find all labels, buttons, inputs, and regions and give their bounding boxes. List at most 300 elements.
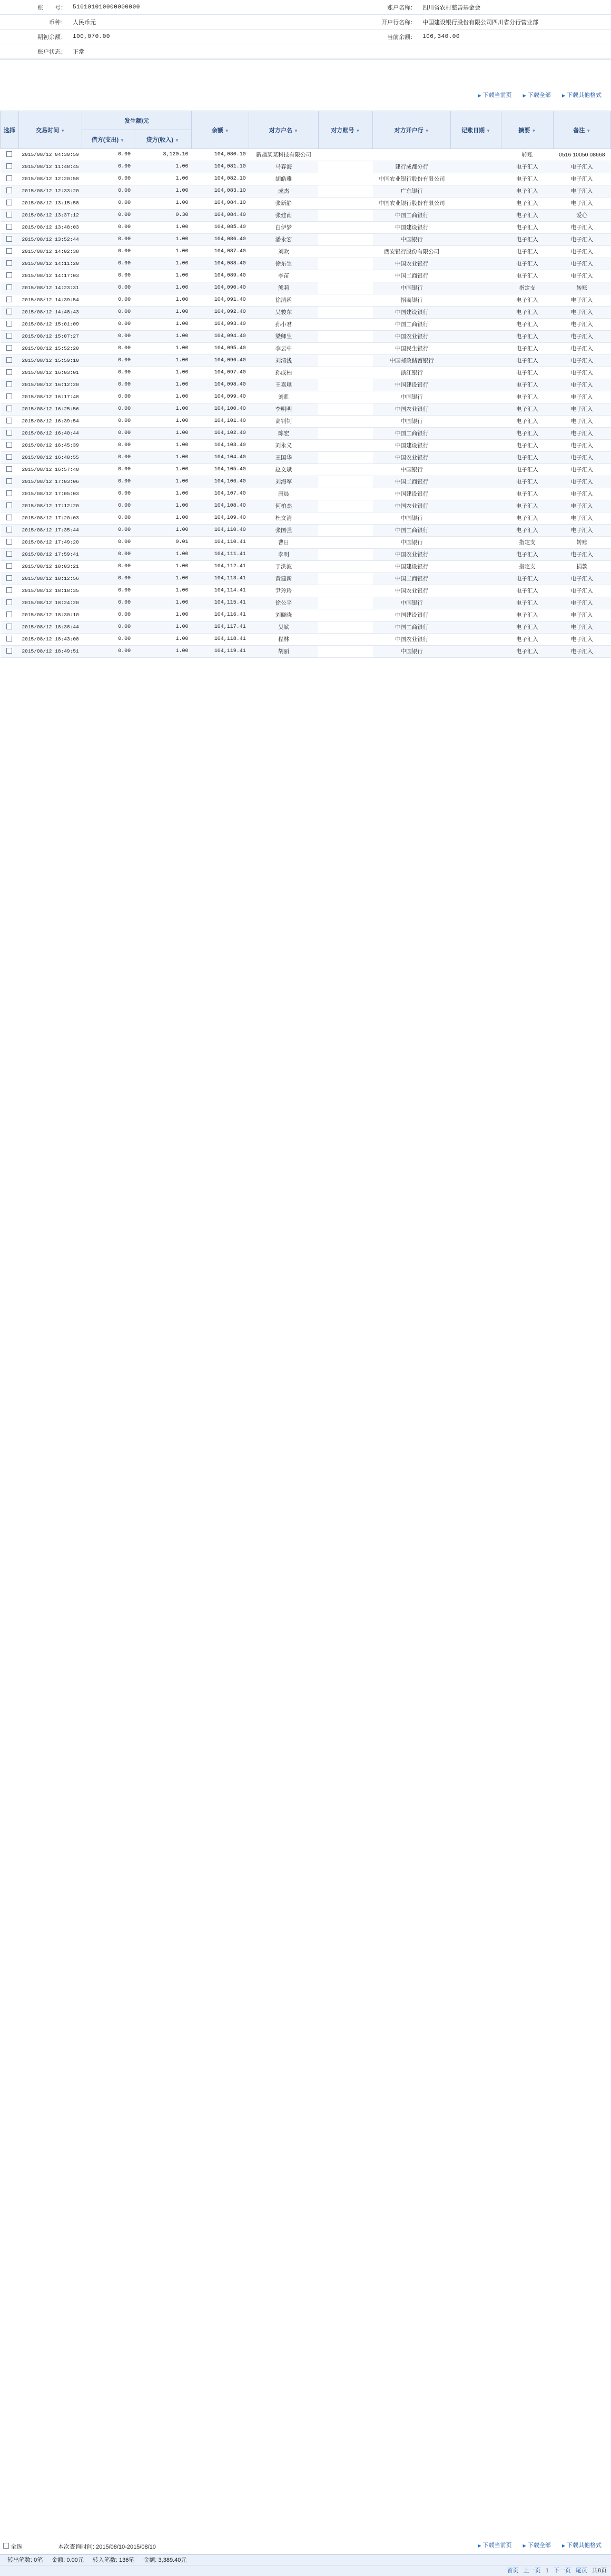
cell-select[interactable] [1,234,19,246]
cell-post-date [450,537,501,549]
col-remark[interactable]: 备注 ▼ [553,111,610,149]
cell-peer-name: 曹日 [249,537,318,549]
download-all-link-bottom[interactable]: ▶ 下载全部 [523,2539,551,2553]
col-peer-name[interactable]: 对方户名 ▼ [249,111,318,149]
bank-name: 中国建设银行股份有限公司四川省分行营业部 [419,15,611,29]
cell-debit: 0.00 [82,367,134,379]
sort-icon: ▼ [356,128,360,133]
cell-credit: 1.00 [134,161,191,173]
cell-peer-name: 李云中 [249,343,318,355]
cell-select[interactable] [1,549,19,561]
cell-peer-account [318,537,373,549]
cell-select[interactable] [1,343,19,355]
account-no: 510101010000000000 [70,0,323,15]
cell-post-date [450,634,501,646]
cell-peer-bank: 中国银行 [373,282,451,294]
row-checkbox[interactable] [6,272,12,278]
table-row [1,319,611,331]
cell-remark: 电子汇入 [553,270,610,282]
cell-balance: 104,113.41 [191,573,249,585]
cell-select[interactable] [1,561,19,573]
cell-summary: 电子汇入 [501,573,553,585]
cell-peer-bank: 中国建设银行 [373,561,451,573]
summary-bar [0,2554,611,2565]
cell-post-date [450,428,501,440]
cell-post-date [450,331,501,343]
cell-peer-account [318,161,373,173]
col-post-date[interactable]: 记账日期 ▼ [450,111,501,149]
cell-summary: 电子汇入 [501,222,553,234]
cell-peer-name: 刘清浅 [249,355,318,367]
cur-balance-label: 当前余额： [323,29,419,44]
cell-credit: 1.00 [134,585,191,597]
cell-time: 2015/08/12 14:17:03 [18,270,82,282]
cell-debit: 0.00 [82,185,134,198]
cell-select[interactable] [1,294,19,307]
row-checkbox[interactable] [6,418,12,423]
cell-summary: 电子汇入 [501,609,553,621]
cell-select[interactable] [1,573,19,585]
cell-debit: 0.00 [82,537,134,549]
cell-select[interactable] [1,258,19,270]
row-checkbox[interactable] [6,442,12,448]
cell-post-date [450,440,501,452]
cell-select[interactable] [1,161,19,173]
cell-remark: 转账 [553,537,610,549]
cell-credit: 1.00 [134,294,191,307]
cell-debit: 0.00 [82,161,134,173]
cell-select[interactable] [1,222,19,234]
table-row [1,416,611,428]
cell-debit: 0.00 [82,319,134,331]
cell-summary: 电子汇入 [501,307,553,319]
cell-remark: 电子汇入 [553,355,610,367]
cell-peer-account [318,234,373,246]
download-page-link[interactable]: ▶ 下载当前页 [478,88,511,103]
cell-balance: 104,105.40 [191,464,249,476]
cell-balance: 104,109.40 [191,512,249,525]
cell-summary: 电子汇入 [501,646,553,658]
cell-balance: 104,112.41 [191,561,249,573]
cell-select[interactable] [1,379,19,391]
row-checkbox[interactable] [6,151,12,157]
cell-time: 2015/08/12 15:59:10 [18,355,82,367]
cell-post-date [450,573,501,585]
row-checkbox[interactable] [6,454,12,460]
cell-summary: 电子汇入 [501,597,553,609]
col-debit[interactable]: 借方(支出) ▼ [82,130,134,149]
cell-debit: 0.00 [82,428,134,440]
cell-time: 2015/08/12 13:48:03 [18,222,82,234]
cell-select[interactable] [1,270,19,282]
cell-select[interactable] [1,319,19,331]
cell-peer-account [318,258,373,270]
cell-summary: 电子汇入 [501,234,553,246]
cell-peer-bank: 中国银行 [373,391,451,403]
cell-select[interactable] [1,597,19,609]
row-checkbox[interactable] [6,357,12,363]
cell-credit: 1.00 [134,488,191,500]
cell-time: 2015/08/12 17:03:06 [18,476,82,488]
cell-select[interactable] [1,149,19,161]
download-all-link[interactable]: ▶ 下载全部 [523,88,551,103]
cell-peer-name: 高钊钊 [249,416,318,428]
cell-balance: 104,082.10 [191,173,249,185]
cell-post-date [450,391,501,403]
cell-remark: 电子汇入 [553,391,610,403]
cell-time: 2015/08/12 18:38:44 [18,621,82,634]
row-checkbox[interactable] [6,551,12,557]
prev-balance: 100,070.00 [70,29,323,44]
cell-summary: 电子汇入 [501,367,553,379]
cell-select[interactable] [1,646,19,658]
table-row [1,198,611,210]
row-checkbox[interactable] [6,430,12,436]
row-checkbox[interactable] [6,406,12,411]
cell-select[interactable] [1,307,19,319]
cell-post-date [450,355,501,367]
table-row [1,307,611,319]
row-checkbox[interactable] [6,478,12,484]
row-checkbox[interactable] [6,248,12,254]
row-checkbox[interactable] [6,515,12,520]
cell-select[interactable] [1,488,19,500]
cell-remark: 电子汇入 [553,403,610,416]
row-checkbox[interactable] [6,187,12,193]
sort-icon: ▼ [120,137,125,143]
cell-post-date [450,343,501,355]
cell-select[interactable] [1,634,19,646]
cell-credit: 1.00 [134,549,191,561]
download-format-link[interactable]: ▶ 下载其他格式 [562,88,602,103]
last-page-link[interactable]: 尾页 [575,2568,587,2574]
cell-post-date [450,452,501,464]
cell-debit: 0.00 [82,234,134,246]
row-checkbox[interactable] [6,200,12,205]
cell-peer-account [318,331,373,343]
cell-select[interactable] [1,198,19,210]
row-checkbox[interactable] [6,636,12,641]
cell-peer-bank: 中国农业银行股份有限公司 [373,198,451,210]
row-checkbox[interactable] [6,345,12,351]
cell-peer-bank: 中国邮政储蓄银行 [373,355,451,367]
cell-debit: 0.00 [82,573,134,585]
cell-time: 2015/08/12 17:05:03 [18,488,82,500]
cell-select[interactable] [1,331,19,343]
row-checkbox[interactable] [6,527,12,532]
cell-balance: 104,116.41 [191,609,249,621]
next-page-link[interactable]: 下一页 [553,2568,571,2574]
row-checkbox[interactable] [6,163,12,169]
cell-peer-bank: 中国银行 [373,464,451,476]
prev-page-link[interactable]: 上一页 [523,2568,541,2574]
cell-select[interactable] [1,476,19,488]
cell-credit: 1.00 [134,282,191,294]
cell-peer-name: 胡皓雅 [249,173,318,185]
bottom-action-bar [0,2539,611,2552]
cell-select[interactable] [1,500,19,512]
cell-summary: 电子汇入 [501,488,553,500]
sort-icon: ▼ [175,137,179,143]
cell-peer-name: 杜文清 [249,512,318,525]
row-checkbox[interactable] [6,321,12,327]
cell-time: 2015/08/12 16:48:55 [18,452,82,464]
cell-balance: 104,084.40 [191,210,249,222]
row-checkbox[interactable] [6,224,12,230]
cell-time: 2015/08/12 18:49:51 [18,646,82,658]
cell-credit: 1.00 [134,634,191,646]
cell-time: 2015/08/12 16:39:54 [18,416,82,428]
row-checkbox[interactable] [6,490,12,496]
cell-summary: 电子汇入 [501,331,553,343]
cell-remark: 电子汇入 [553,246,610,258]
cell-credit: 1.00 [134,379,191,391]
row-checkbox[interactable] [6,381,12,387]
cell-select[interactable] [1,537,19,549]
cell-peer-account [318,621,373,634]
cell-time: 2015/08/12 13:37:12 [18,210,82,222]
cell-peer-name: 王嘉琪 [249,379,318,391]
cell-time: 2015/08/12 13:52:44 [18,234,82,246]
cell-peer-bank: 中国银行 [373,416,451,428]
download-format-link-bottom[interactable]: ▶ 下载其他格式 [562,2539,602,2553]
cell-post-date [450,294,501,307]
cell-peer-account [318,270,373,282]
cell-summary: 电子汇入 [501,428,553,440]
table-row [1,452,611,464]
cell-peer-bank: 建行成都分行 [373,161,451,173]
row-checkbox[interactable] [6,587,12,593]
cell-debit: 0.00 [82,270,134,282]
cell-balance: 104,104.40 [191,452,249,464]
row-checkbox[interactable] [6,539,12,545]
row-checkbox[interactable] [6,260,12,266]
sort-icon: ▼ [425,128,429,133]
cell-select[interactable] [1,246,19,258]
cell-time: 2015/08/12 17:12:20 [18,500,82,512]
cell-debit: 0.00 [82,549,134,561]
cell-remark: 电子汇入 [553,185,610,198]
cell-balance: 104,106.40 [191,476,249,488]
cell-select[interactable] [1,621,19,634]
cell-time: 2015/08/12 16:03:01 [18,367,82,379]
cell-select[interactable] [1,210,19,222]
row-checkbox[interactable] [6,393,12,399]
cell-peer-account [318,246,373,258]
row-checkbox[interactable] [6,611,12,617]
cell-balance: 104,100.40 [191,403,249,416]
cell-summary: 电子汇入 [501,319,553,331]
col-summary[interactable]: 摘要 ▼ [501,111,553,149]
cell-peer-bank: 中国农业银行 [373,452,451,464]
cell-peer-name: 潘永宏 [249,234,318,246]
cell-select[interactable] [1,452,19,464]
cell-credit: 1.00 [134,573,191,585]
cell-peer-account [318,573,373,585]
cell-balance: 104,086.40 [191,234,249,246]
cell-summary: 电子汇入 [501,476,553,488]
cell-balance: 104,081.10 [191,161,249,173]
cell-summary: 电子汇入 [501,161,553,173]
cell-post-date [450,173,501,185]
cell-peer-name: 张新静 [249,198,318,210]
col-credit[interactable]: 贷方(收入) ▼ [134,130,191,149]
row-checkbox[interactable] [6,212,12,218]
cell-debit: 0.00 [82,210,134,222]
cell-debit: 0.00 [82,391,134,403]
cell-debit: 0.00 [82,355,134,367]
table-row [1,500,611,512]
row-checkbox[interactable] [6,502,12,508]
cell-balance: 104,088.40 [191,258,249,270]
table-row [1,282,611,294]
currency: 人民币元 [70,15,323,29]
cell-select[interactable] [1,391,19,403]
cell-debit: 0.00 [82,343,134,355]
col-peer-account[interactable]: 对方账号 ▼ [318,111,373,149]
cell-peer-bank: 中国工商银行 [373,621,451,634]
debit-total: 金额: 0.00元 [52,2557,84,2563]
cell-select[interactable] [1,185,19,198]
cell-select[interactable] [1,173,19,185]
row-checkbox[interactable] [6,175,12,181]
table-row [1,331,611,343]
download-page-link-bottom[interactable]: ▶ 下载当前页 [478,2539,511,2553]
cell-remark: 电子汇入 [553,440,610,452]
sort-icon: ▼ [224,128,229,133]
cell-select[interactable] [1,440,19,452]
cell-peer-account [318,525,373,537]
row-checkbox[interactable] [6,563,12,569]
cell-select[interactable] [1,355,19,367]
cell-post-date [450,500,501,512]
row-checkbox[interactable] [6,624,12,629]
cell-balance: 104,114.41 [191,585,249,597]
table-row [1,234,611,246]
cell-select[interactable] [1,585,19,597]
cell-summary: 电子汇入 [501,355,553,367]
cell-peer-name: 徐清函 [249,294,318,307]
cell-credit: 1.00 [134,355,191,367]
cell-post-date [450,561,501,573]
cell-select[interactable] [1,282,19,294]
cell-summary: 电子汇入 [501,258,553,270]
cell-credit: 1.00 [134,367,191,379]
row-checkbox[interactable] [6,236,12,242]
cell-peer-account [318,173,373,185]
cell-credit: 1.00 [134,270,191,282]
col-balance[interactable]: 余额 ▼ [191,111,249,149]
col-select: 选择 [1,111,19,149]
cell-post-date [450,403,501,416]
cell-summary: 电子汇入 [501,621,553,634]
cell-remark: 电子汇入 [553,476,610,488]
cell-credit: 1.00 [134,500,191,512]
cell-summary: 电子汇入 [501,549,553,561]
cell-peer-account [318,512,373,525]
cell-peer-name: 熊莉 [249,282,318,294]
col-amount-group: 发生额/元 [82,111,192,130]
cell-credit: 1.00 [134,331,191,343]
table-row [1,646,611,658]
cell-remark: 电子汇入 [553,428,610,440]
cell-remark: 电子汇入 [553,258,610,270]
row-checkbox[interactable] [6,466,12,472]
col-time[interactable]: 交易时间 ▼ [18,111,82,149]
table-row [1,379,611,391]
cell-select[interactable] [1,512,19,525]
cell-remark: 电子汇入 [553,549,610,561]
credit-count: 转入笔数: 136笔 [92,2557,135,2563]
sort-icon: ▼ [293,128,298,133]
cell-remark: 电子汇入 [553,634,610,646]
cell-select[interactable] [1,403,19,416]
cell-peer-name: 张国强 [249,525,318,537]
cell-select[interactable] [1,464,19,476]
cell-peer-account [318,149,373,161]
table-row [1,488,611,500]
cell-select[interactable] [1,609,19,621]
row-checkbox[interactable] [6,575,12,581]
cell-time: 2015/08/12 12:33:20 [18,185,82,198]
first-page-link[interactable]: 首页 [507,2568,519,2574]
col-peer-bank[interactable]: 对方开户行 ▼ [373,111,451,149]
cell-remark: 电子汇入 [553,597,610,609]
row-checkbox[interactable] [6,599,12,605]
cell-post-date [450,512,501,525]
cell-select[interactable] [1,428,19,440]
row-checkbox[interactable] [6,309,12,314]
cell-time: 2015/08/12 16:57:40 [18,464,82,476]
cell-balance: 104,117.41 [191,621,249,634]
cell-select[interactable] [1,367,19,379]
row-checkbox[interactable] [6,333,12,339]
cell-peer-account [318,319,373,331]
cell-peer-name: 成杰 [249,185,318,198]
cell-credit: 0.30 [134,210,191,222]
row-checkbox[interactable] [6,284,12,290]
cell-credit: 1.00 [134,307,191,319]
cell-select[interactable] [1,416,19,428]
row-checkbox[interactable] [6,297,12,302]
cell-debit: 0.00 [82,379,134,391]
cell-balance: 104,084.10 [191,198,249,210]
cell-time: 2015/08/12 15:01:09 [18,319,82,331]
table-row [1,597,611,609]
cell-peer-bank: 中国建设银行 [373,440,451,452]
cell-time: 2015/08/12 18:24:20 [18,597,82,609]
cell-post-date [450,525,501,537]
cell-peer-name: 尹玲玲 [249,585,318,597]
status-label: 账户状态： [0,44,70,59]
cell-debit: 0.00 [82,500,134,512]
cell-time: 2015/08/12 17:49:20 [18,537,82,549]
cell-balance: 104,110.40 [191,525,249,537]
cell-time: 2015/08/12 14:23:31 [18,282,82,294]
row-checkbox[interactable] [6,648,12,654]
cell-peer-account [318,476,373,488]
cell-remark: 电子汇入 [553,488,610,500]
cell-remark: 电子汇入 [553,294,610,307]
cell-time: 2015/08/12 14:11:20 [18,258,82,270]
cell-post-date [450,282,501,294]
row-checkbox[interactable] [6,369,12,375]
table-row [1,621,611,634]
cell-select[interactable] [1,525,19,537]
cell-credit: 1.00 [134,464,191,476]
table-row [1,355,611,367]
cell-peer-name: 张建南 [249,210,318,222]
